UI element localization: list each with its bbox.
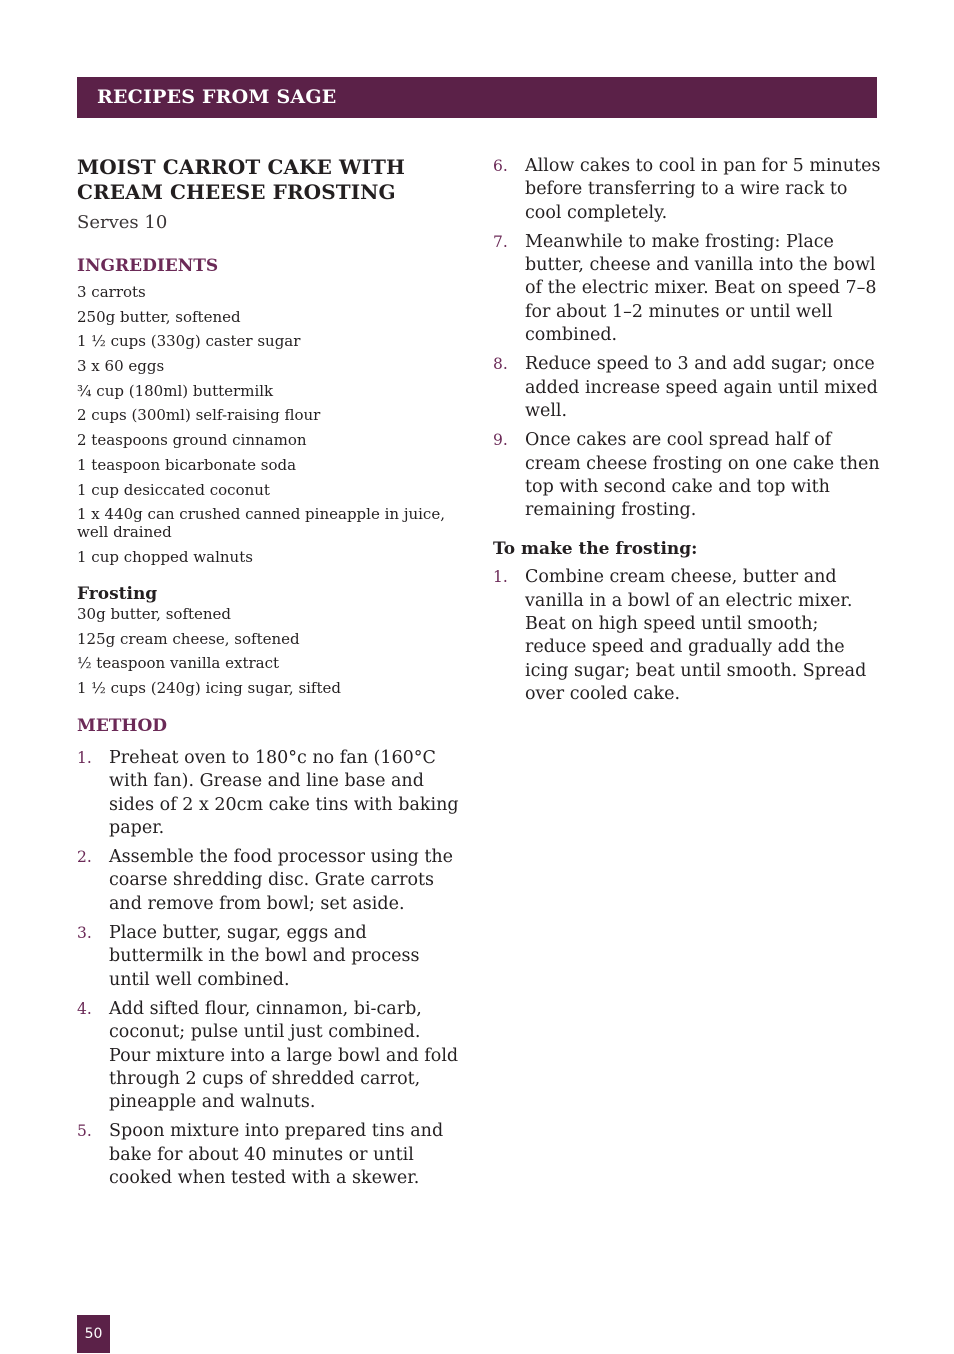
- serves-count: Serves 10: [77, 212, 168, 233]
- step-text: Preheat oven to 180°c no fan (160°C with fan). Grease and line base and sides of 2 x 20cm cake tins with baking paper.: [109, 747, 459, 838]
- step-number: 4.: [77, 999, 92, 1018]
- section-banner: RECIPES FROM SAGE: [77, 77, 877, 118]
- step-number: 5.: [77, 1122, 92, 1141]
- method-step: [77, 922, 462, 992]
- ingredient-item: 3 carrots: [77, 283, 146, 301]
- method-list-left: [77, 747, 462, 1190]
- ingredient-item: 1 cup desiccated coconut: [77, 480, 270, 499]
- frosting-ingredient-item: 125g cream cheese, softened: [77, 629, 300, 648]
- frosting-method-list: [493, 566, 883, 706]
- ingredient-item: 1 x 440g can crushed canned pineapple in juice, well drained: [77, 505, 445, 542]
- step-number: 1.: [493, 568, 508, 587]
- step-number: 6.: [493, 157, 508, 175]
- ingredients-heading: INGREDIENTS: [77, 256, 219, 276]
- step-number: 8.: [493, 355, 508, 374]
- right-column: [493, 155, 883, 712]
- method-step: [77, 998, 462, 1114]
- step-text: Combine cream cheese, butter and vanilla in a bowl of an electric mixer. Beat on high speed until smooth; reduce speed and gradually add the icing sugar; beat until smooth. Spread over cooled cake.: [525, 567, 867, 704]
- left-column: [77, 155, 462, 1196]
- ingredient-item: 2 teaspoons ground cinnamon: [77, 431, 307, 450]
- step-number: 9.: [493, 431, 508, 450]
- ingredient-item: 250g butter, softened: [77, 307, 241, 326]
- frosting-heading: Frosting: [77, 583, 158, 604]
- step-number: 7.: [493, 232, 508, 251]
- frosting-ingredient-item: 30g butter, softened: [77, 604, 232, 623]
- step-text: Reduce speed to 3 and add sugar; once added increase speed again until mixed well.: [525, 354, 878, 421]
- ingredient-item: 3 x 60 eggs: [77, 357, 165, 376]
- step-text: Add sifted flour, cinnamon, bi-carb, coconut; pulse until just combined. Pour mixture into a large bowl and fold through 2 cups of shredded carrot, pineapple and walnuts.: [109, 998, 459, 1113]
- step-text: Assemble the food processor using the coarse shredding disc. Grate carrots and remove from bowl; set aside.: [109, 847, 454, 914]
- ingredient-item: 1 ½ cups (330g) caster sugar: [77, 332, 301, 351]
- frosting-ingredient-item: ½ teaspoon vanilla extract: [77, 654, 280, 673]
- ingredients-list: [77, 283, 462, 566]
- method-step: [493, 231, 883, 347]
- method-step: [77, 846, 462, 916]
- method-step: [493, 353, 883, 423]
- step-text: Place butter, sugar, eggs and buttermilk in the bowl and process until well combined.: [109, 923, 420, 990]
- step-number: 2.: [77, 848, 92, 867]
- ingredient-item: 1 teaspoon bicarbonate soda: [77, 455, 297, 474]
- ingredient-item: 2 cups (300ml) self-raising flour: [77, 406, 321, 425]
- page-number: 50: [77, 1315, 110, 1353]
- method-heading: METHOD: [77, 715, 168, 736]
- recipe-title: MOIST CARROT CAKE WITH CREAM CHEESE FROSTING: [77, 155, 405, 204]
- step-text: Allow cakes to cool in pan for 5 minutes before transferring to a wire rack to cool completely.: [525, 156, 881, 223]
- frosting-ingredients-list: [77, 605, 462, 697]
- method-step: [77, 1120, 462, 1190]
- frosting-ingredient-item: 1 ½ cups (240g) icing sugar, sifted: [77, 678, 341, 697]
- method-step: [493, 155, 883, 225]
- method-step: [77, 747, 462, 840]
- step-number: 3.: [77, 924, 92, 943]
- frosting-method-heading: To make the frosting:: [493, 539, 698, 560]
- frosting-step: [493, 566, 883, 706]
- step-text: Once cakes are cool spread half of cream cheese frosting on one cake then top with second cake and top with remaining frosting.: [525, 430, 880, 521]
- method-list-right: [493, 155, 883, 522]
- step-text: Meanwhile to make frosting: Place butter, cheese and vanilla into the bowl of the electric mixer. Beat on speed 7–8 for about 1–2 minutes or until well combined.: [525, 231, 877, 346]
- method-step: [493, 429, 883, 522]
- step-number: 1.: [77, 748, 92, 767]
- ingredient-item: ¾ cup (180ml) buttermilk: [77, 381, 274, 400]
- ingredient-item: 1 cup chopped walnuts: [77, 547, 253, 566]
- step-text: Spoon mixture into prepared tins and bake for about 40 minutes or until cooked when tested with a skewer.: [109, 1121, 444, 1188]
